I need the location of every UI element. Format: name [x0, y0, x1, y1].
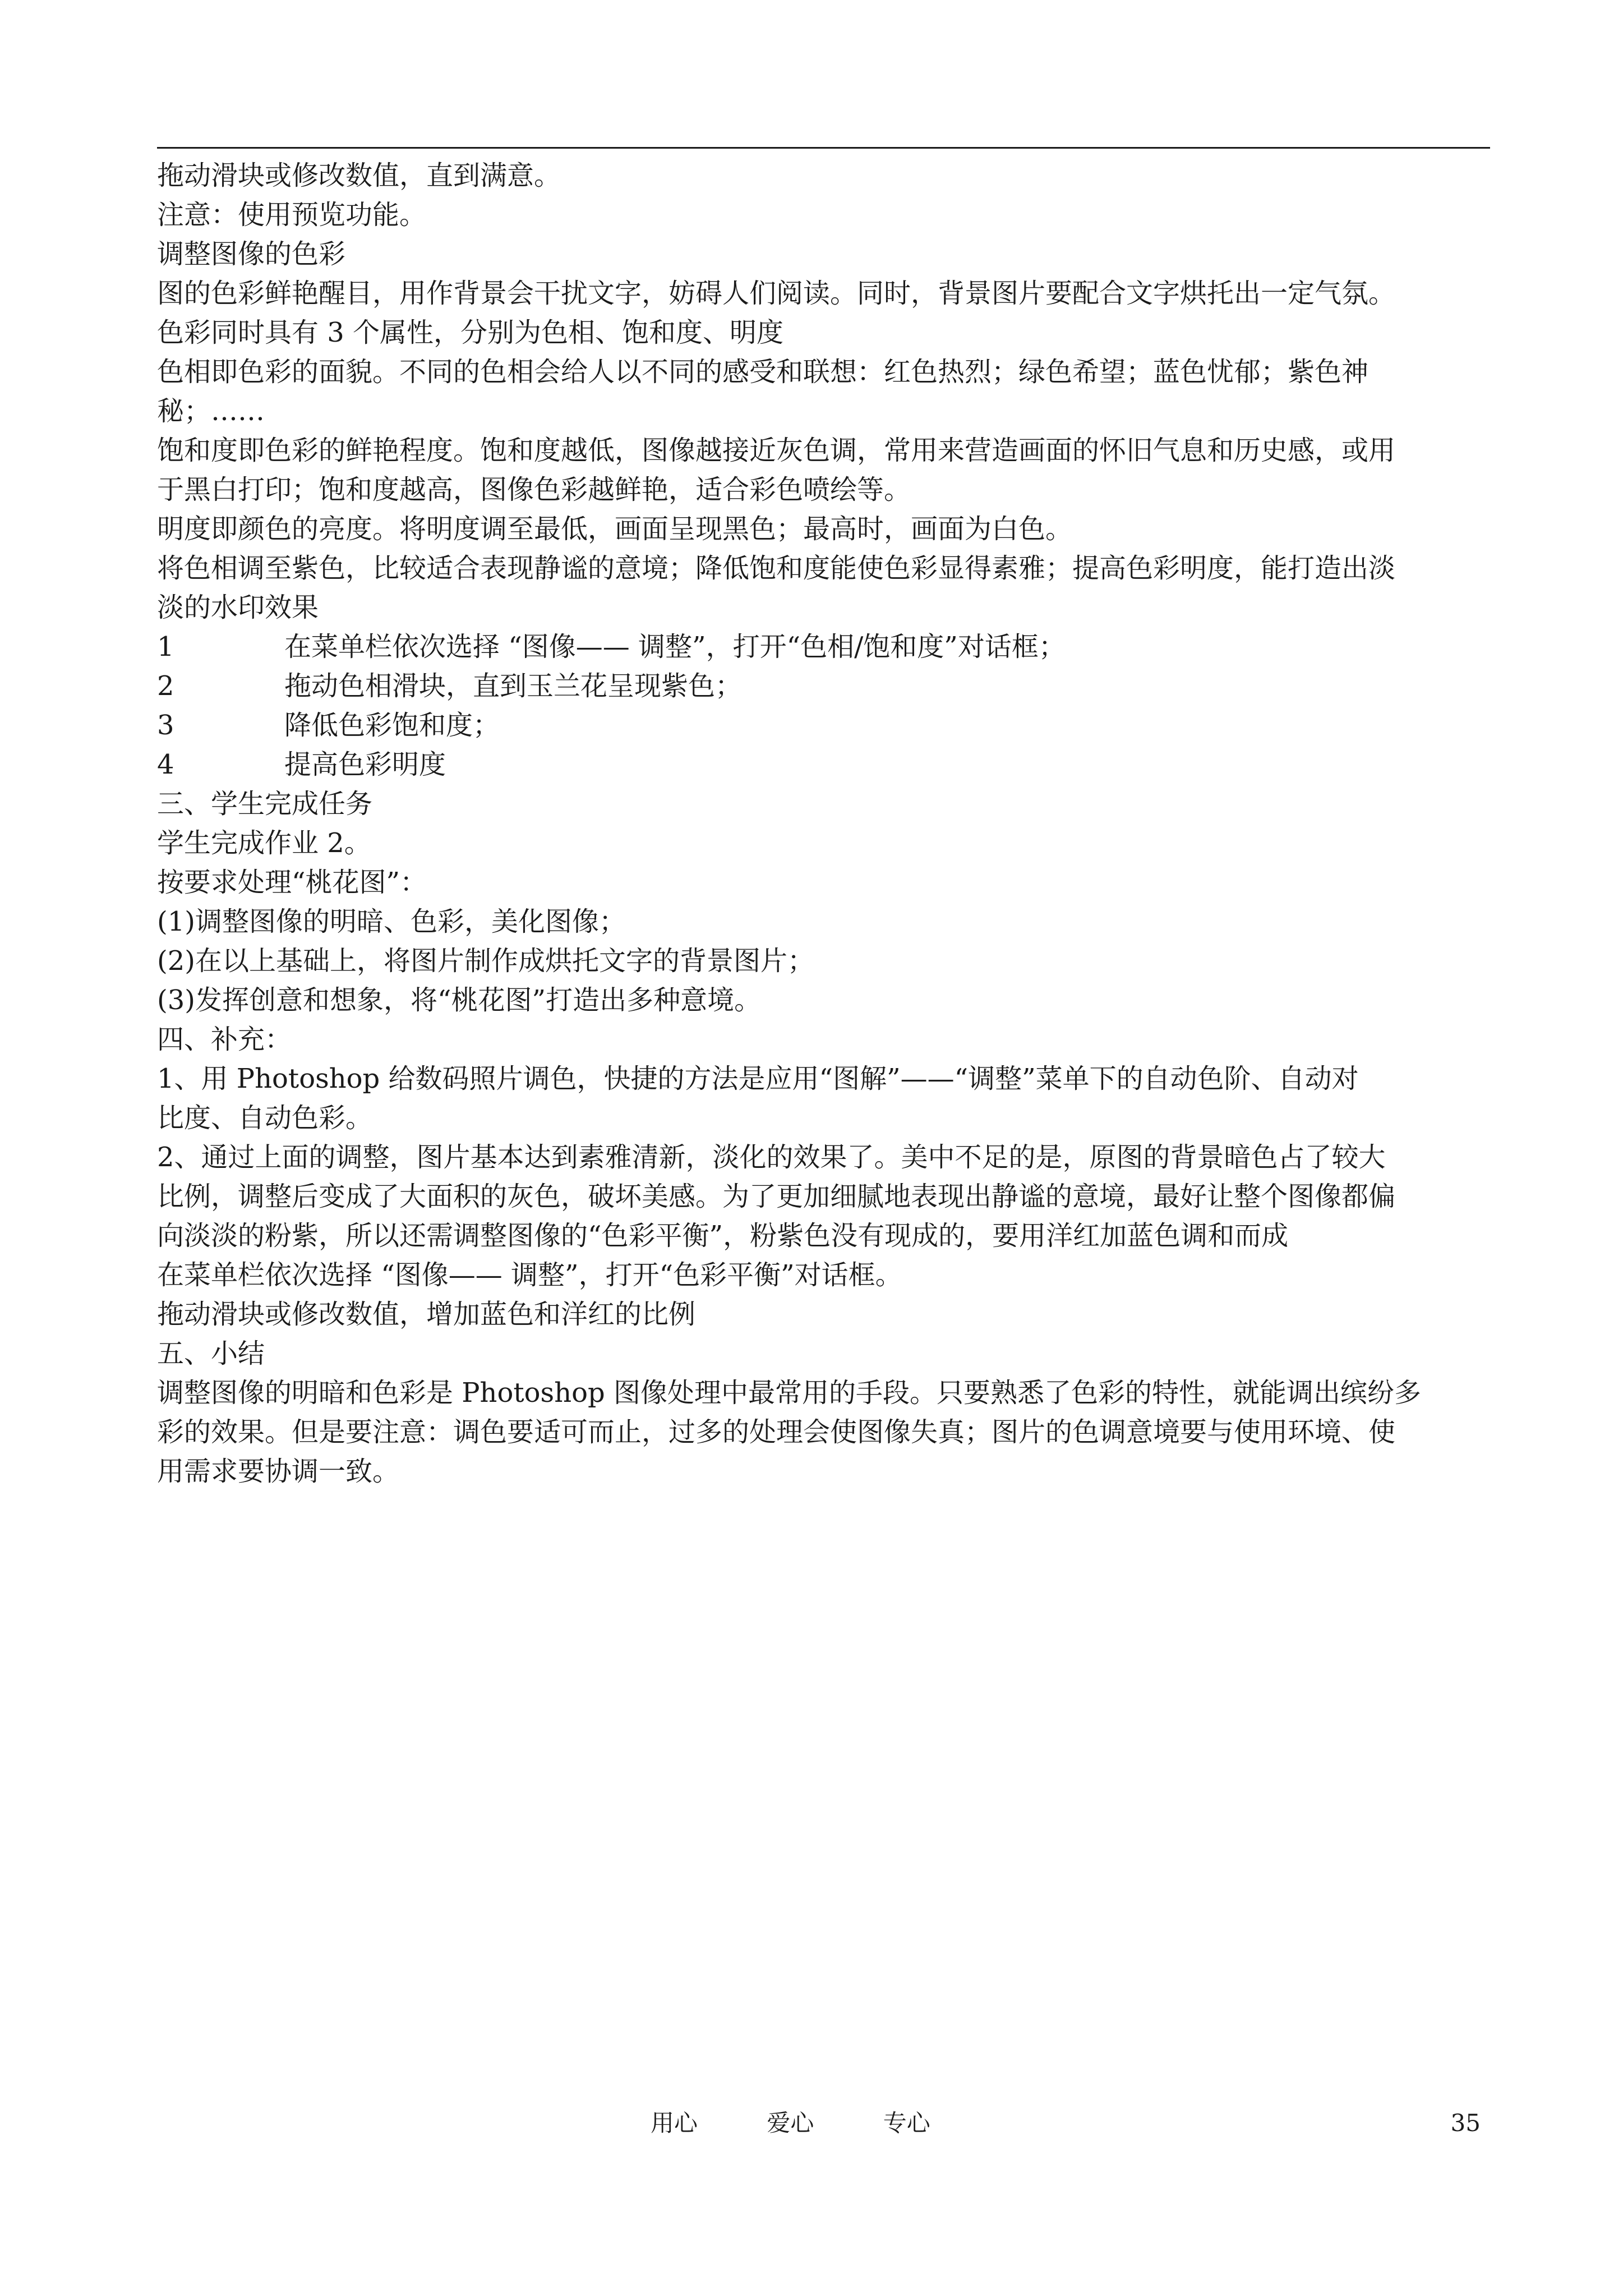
text-line: 用需求要协调一致。 [157, 1456, 400, 1487]
text-line: (1)调整图像的明暗、色彩，美化图像； [157, 906, 626, 937]
text-line: 按要求处理“桃花图”： [157, 867, 427, 898]
text-line: 向淡淡的粉紫，所以还需调整图像的“色彩平衡”，粉紫色没有现成的，要用洋红加蓝色调和而成 [157, 1220, 1289, 1251]
section-heading: 三、学生完成任务 [157, 788, 373, 820]
step-text: 拖动色相滑块，直到玉兰花呈现紫色； [284, 670, 743, 702]
text-line: 于黑白打印；饱和度越高，图像色彩越鲜艳，适合彩色喷绘等。 [157, 474, 911, 505]
text-line: 拖动滑块或修改数值，直到满意。 [157, 160, 561, 191]
section-heading: 调整图像的色彩 [157, 238, 346, 270]
page-number: 35 [1450, 2109, 1481, 2137]
text-line: (2)在以上基础上，将图片制作成烘托文字的背景图片； [157, 945, 814, 977]
step-number: 3 [157, 710, 174, 741]
text-line: 明度即颜色的亮度。将明度调至最低，画面呈现黑色；最高时，画面为白色。 [157, 513, 1073, 545]
text-line: 比例，调整后变成了大面积的灰色，破坏美感。为了更加细腻地表现出静谧的意境，最好让整个图像都偏 [157, 1181, 1396, 1212]
text-line: 在菜单栏依次选择 “图像—— 调整”，打开“色彩平衡”对话框。 [157, 1259, 902, 1291]
section-heading: 五、小结 [157, 1338, 265, 1369]
text-line: 饱和度即色彩的鲜艳程度。饱和度越低，图像越接近灰色调，常用来营造画面的怀旧气息和历史感，或用 [157, 435, 1396, 466]
text-line: 图的色彩鲜艳醒目，用作背景会干扰文字，妨碍人们阅读。同时，背景图片要配合文字烘托出一定气氛。 [157, 278, 1396, 309]
step-number: 2 [157, 670, 174, 702]
text-line: 秘；…… [157, 395, 265, 427]
text-line: 色彩同时具有 3 个属性，分别为色相、饱和度、明度 [157, 317, 784, 348]
text-line: 彩的效果。但是要注意：调色要适可而止，过多的处理会使图像失真；图片的色调意境要与使用环境、使 [157, 1416, 1396, 1448]
step-text: 降低色彩饱和度； [284, 710, 500, 741]
header-rule [157, 147, 1490, 149]
body-text [157, 156, 1490, 1491]
footer-motto-item: 用心 [651, 2109, 698, 2137]
footer-motto [651, 2106, 930, 2140]
step-item [157, 745, 1490, 784]
text-line: 注意：使用预览功能。 [157, 199, 427, 231]
text-line: 学生完成作业 2。 [157, 827, 371, 859]
footer-motto-item: 爱心 [767, 2109, 814, 2137]
text-line: 2、通过上面的调整，图片基本达到素雅清新，淡化的效果了。美中不足的是，原图的背景暗色占了较大 [157, 1142, 1386, 1173]
step-item [157, 706, 1490, 745]
text-line: 拖动滑块或修改数值，增加蓝色和洋红的比例 [157, 1299, 696, 1330]
step-item [157, 666, 1490, 706]
step-number: 4 [157, 749, 174, 780]
footer-motto-item: 专心 [883, 2109, 930, 2137]
step-item [157, 627, 1490, 666]
step-text: 提高色彩明度 [284, 749, 446, 780]
text-line: 比度、自动色彩。 [157, 1102, 373, 1134]
step-number: 1 [157, 631, 174, 662]
text-line: 将色相调至紫色，比较适合表现静谧的意境；降低饱和度能使色彩显得素雅；提高色彩明度，能打造出淡 [157, 553, 1396, 584]
step-text: 在菜单栏依次选择 “图像—— 调整”，打开“色相/饱和度”对话框； [284, 631, 1066, 662]
text-line: 调整图像的明暗和色彩是 Photoshop 图像处理中最常用的手段。只要熟悉了色彩的特性，就能调出缤纷多 [157, 1377, 1421, 1409]
section-heading: 四、补充： [157, 1024, 292, 1055]
text-line: 淡的水印效果 [157, 592, 319, 623]
text-line: 1、用 Photoshop 给数码照片调色，快捷的方法是应用“图解”——“调整”菜单下的自动色阶、自动对 [157, 1063, 1359, 1094]
text-line: (3)发挥创意和想象，将“桃花图”打造出多种意境。 [157, 984, 762, 1016]
text-line: 色相即色彩的面貌。不同的色相会给人以不同的感受和联想：红色热烈；绿色希望；蓝色忧郁；紫色神 [157, 356, 1369, 388]
